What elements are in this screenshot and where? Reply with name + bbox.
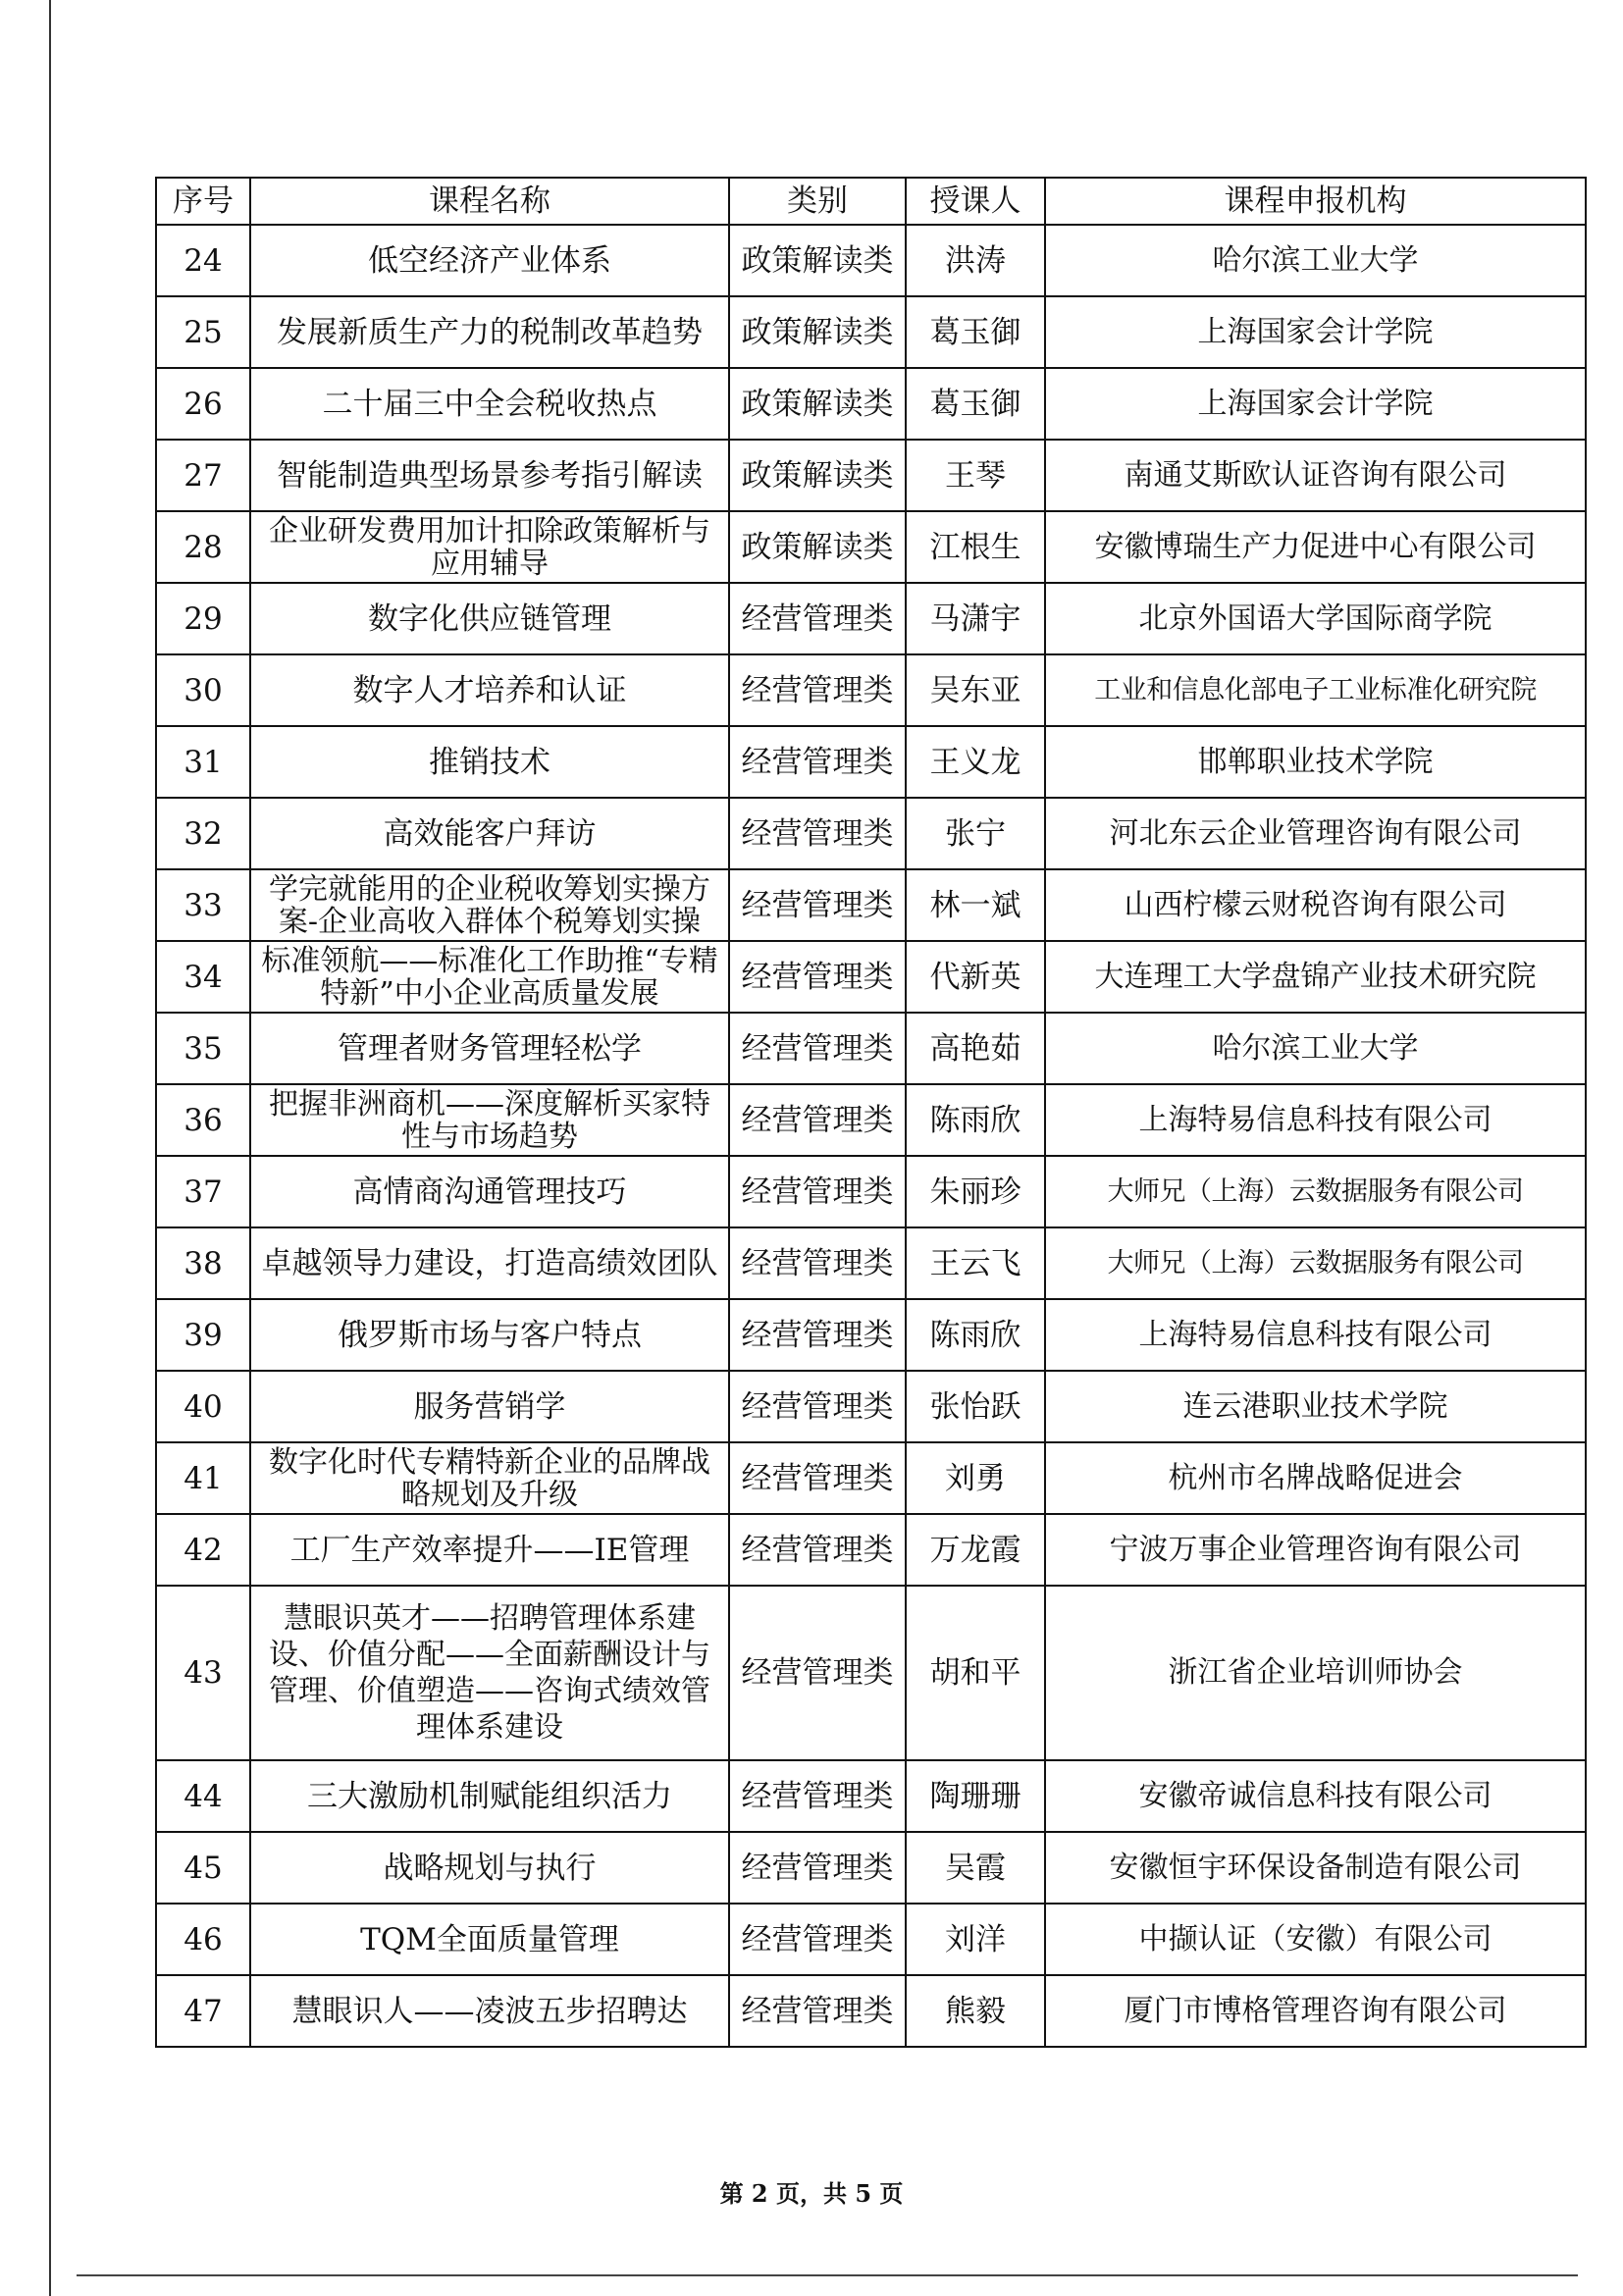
header-no: 序号 — [156, 178, 250, 225]
cell-course-name: 低空经济产业体系 — [250, 225, 729, 296]
cell-teacher: 陶珊珊 — [906, 1760, 1045, 1832]
cell-no: 29 — [156, 583, 250, 654]
cell-organization: 上海国家会计学院 — [1045, 296, 1586, 368]
cell-no: 40 — [156, 1371, 250, 1442]
cell-organization: 邯郸职业技术学院 — [1045, 726, 1586, 798]
cell-category: 经营管理类 — [729, 941, 906, 1013]
cell-organization: 中撷认证（安徽）有限公司 — [1045, 1904, 1586, 1975]
table-row — [156, 1156, 1586, 1227]
cell-course-name: 卓越领导力建设，打造高绩效团队 — [250, 1227, 729, 1299]
table-row — [156, 1299, 1586, 1371]
cell-organization: 上海国家会计学院 — [1045, 368, 1586, 440]
cell-organization: 连云港职业技术学院 — [1045, 1371, 1586, 1442]
cell-course-name: 战略规划与执行 — [250, 1832, 729, 1904]
cell-category: 经营管理类 — [729, 1975, 906, 2047]
course-table — [155, 177, 1587, 2048]
cell-teacher: 林一斌 — [906, 869, 1045, 941]
table-row — [156, 1586, 1586, 1760]
cell-course-name: 数字人才培养和认证 — [250, 654, 729, 726]
cell-category: 政策解读类 — [729, 511, 906, 583]
cell-no: 32 — [156, 798, 250, 869]
table-row — [156, 1975, 1586, 2047]
cell-course-name: 高效能客户拜访 — [250, 798, 729, 869]
table-row — [156, 1904, 1586, 1975]
cell-organization: 厦门市博格管理咨询有限公司 — [1045, 1975, 1586, 2047]
cell-teacher: 吴霞 — [906, 1832, 1045, 1904]
cell-teacher: 葛玉御 — [906, 368, 1045, 440]
cell-category: 经营管理类 — [729, 1586, 906, 1760]
cell-category: 经营管理类 — [729, 1084, 906, 1156]
table-row — [156, 368, 1586, 440]
cell-no: 36 — [156, 1084, 250, 1156]
cell-no: 35 — [156, 1013, 250, 1084]
cell-teacher: 张怡跃 — [906, 1371, 1045, 1442]
cell-no: 27 — [156, 440, 250, 511]
cell-organization: 上海特易信息科技有限公司 — [1045, 1299, 1586, 1371]
cell-organization: 山西柠檬云财税咨询有限公司 — [1045, 869, 1586, 941]
cell-category: 政策解读类 — [729, 368, 906, 440]
cell-course-name: 工厂生产效率提升——IE管理 — [250, 1514, 729, 1586]
header-teacher: 授课人 — [906, 178, 1045, 225]
cell-course-name: 智能制造典型场景参考指引解读 — [250, 440, 729, 511]
cell-teacher: 熊毅 — [906, 1975, 1045, 2047]
cell-course-name: 推销技术 — [250, 726, 729, 798]
table-row — [156, 1832, 1586, 1904]
cell-teacher: 刘勇 — [906, 1442, 1045, 1514]
cell-no: 46 — [156, 1904, 250, 1975]
cell-course-name: 数字化供应链管理 — [250, 583, 729, 654]
cell-course-name: 二十届三中全会税收热点 — [250, 368, 729, 440]
cell-teacher: 马潇宇 — [906, 583, 1045, 654]
cell-teacher: 朱丽珍 — [906, 1156, 1045, 1227]
cell-teacher: 江根生 — [906, 511, 1045, 583]
cell-category: 经营管理类 — [729, 726, 906, 798]
table-row — [156, 511, 1586, 583]
cell-category: 经营管理类 — [729, 1760, 906, 1832]
cell-no: 43 — [156, 1586, 250, 1760]
bottom-rule-line — [77, 2274, 1578, 2276]
page-left-edge-line — [49, 0, 51, 2296]
cell-teacher: 代新英 — [906, 941, 1045, 1013]
cell-course-name: 数字化时代专精特新企业的品牌战略规划及升级 — [250, 1442, 729, 1514]
cell-category: 经营管理类 — [729, 654, 906, 726]
course-table-container — [155, 177, 1585, 2048]
cell-teacher: 胡和平 — [906, 1586, 1045, 1760]
cell-category: 政策解读类 — [729, 296, 906, 368]
cell-category: 经营管理类 — [729, 1514, 906, 1586]
cell-no: 30 — [156, 654, 250, 726]
cell-organization: 大师兄（上海）云数据服务有限公司 — [1045, 1156, 1586, 1227]
cell-course-name: 慧眼识人——凌波五步招聘达 — [250, 1975, 729, 2047]
cell-teacher: 葛玉御 — [906, 296, 1045, 368]
table-row — [156, 1013, 1586, 1084]
cell-course-name: TQM全面质量管理 — [250, 1904, 729, 1975]
cell-teacher: 王云飞 — [906, 1227, 1045, 1299]
cell-category: 经营管理类 — [729, 1371, 906, 1442]
cell-no: 28 — [156, 511, 250, 583]
cell-organization: 工业和信息化部电子工业标准化研究院 — [1045, 654, 1586, 726]
cell-organization: 杭州市名牌战略促进会 — [1045, 1442, 1586, 1514]
cell-no: 24 — [156, 225, 250, 296]
page-number-footer: 第 2 页，共 5 页 — [719, 2179, 904, 2208]
cell-category: 经营管理类 — [729, 1299, 906, 1371]
cell-teacher: 王琴 — [906, 440, 1045, 511]
cell-category: 经营管理类 — [729, 1442, 906, 1514]
cell-category: 经营管理类 — [729, 1013, 906, 1084]
cell-no: 25 — [156, 296, 250, 368]
table-row — [156, 941, 1586, 1013]
cell-teacher: 陈雨欣 — [906, 1084, 1045, 1156]
cell-no: 26 — [156, 368, 250, 440]
cell-organization: 北京外国语大学国际商学院 — [1045, 583, 1586, 654]
cell-teacher: 吴东亚 — [906, 654, 1045, 726]
cell-no: 41 — [156, 1442, 250, 1514]
table-row — [156, 1227, 1586, 1299]
cell-organization: 南通艾斯欧认证咨询有限公司 — [1045, 440, 1586, 511]
cell-organization: 安徽帝诚信息科技有限公司 — [1045, 1760, 1586, 1832]
cell-no: 38 — [156, 1227, 250, 1299]
table-row — [156, 869, 1586, 941]
cell-course-name: 发展新质生产力的税制改革趋势 — [250, 296, 729, 368]
table-row — [156, 225, 1586, 296]
cell-course-name: 俄罗斯市场与客户特点 — [250, 1299, 729, 1371]
cell-teacher: 张宁 — [906, 798, 1045, 869]
cell-course-name: 学完就能用的企业税收筹划实操方案-企业高收入群体个税筹划实操 — [250, 869, 729, 941]
cell-teacher: 刘洋 — [906, 1904, 1045, 1975]
cell-no: 37 — [156, 1156, 250, 1227]
cell-course-name: 高情商沟通管理技巧 — [250, 1156, 729, 1227]
cell-no: 45 — [156, 1832, 250, 1904]
table-row — [156, 1084, 1586, 1156]
cell-no: 31 — [156, 726, 250, 798]
cell-category: 经营管理类 — [729, 798, 906, 869]
cell-course-name: 标准领航——标准化工作助推“专精特新”中小企业高质量发展 — [250, 941, 729, 1013]
table-row — [156, 440, 1586, 511]
cell-organization: 安徽恒宇环保设备制造有限公司 — [1045, 1832, 1586, 1904]
cell-organization: 宁波万事企业管理咨询有限公司 — [1045, 1514, 1586, 1586]
cell-no: 44 — [156, 1760, 250, 1832]
cell-course-name: 管理者财务管理轻松学 — [250, 1013, 729, 1084]
table-row — [156, 726, 1586, 798]
cell-category: 经营管理类 — [729, 1904, 906, 1975]
cell-category: 经营管理类 — [729, 583, 906, 654]
table-row — [156, 296, 1586, 368]
cell-no: 42 — [156, 1514, 250, 1586]
cell-category: 经营管理类 — [729, 1227, 906, 1299]
cell-organization: 哈尔滨工业大学 — [1045, 1013, 1586, 1084]
cell-organization: 安徽博瑞生产力促进中心有限公司 — [1045, 511, 1586, 583]
cell-organization: 大师兄（上海）云数据服务有限公司 — [1045, 1227, 1586, 1299]
cell-course-name: 把握非洲商机——深度解析买家特性与市场趋势 — [250, 1084, 729, 1156]
cell-no: 33 — [156, 869, 250, 941]
table-header-row — [156, 178, 1586, 225]
cell-organization: 浙江省企业培训师协会 — [1045, 1586, 1586, 1760]
table-row — [156, 654, 1586, 726]
cell-category: 经营管理类 — [729, 1832, 906, 1904]
cell-teacher: 万龙霞 — [906, 1514, 1045, 1586]
cell-organization: 哈尔滨工业大学 — [1045, 225, 1586, 296]
cell-category: 经营管理类 — [729, 1156, 906, 1227]
table-row — [156, 1514, 1586, 1586]
cell-category: 政策解读类 — [729, 225, 906, 296]
table-row — [156, 798, 1586, 869]
cell-course-name: 服务营销学 — [250, 1371, 729, 1442]
cell-no: 34 — [156, 941, 250, 1013]
cell-teacher: 王义龙 — [906, 726, 1045, 798]
cell-course-name: 慧眼识英才——招聘管理体系建设、价值分配——全面薪酬设计与管理、价值塑造——咨询式绩效管理体系建设 — [250, 1586, 729, 1760]
cell-category: 经营管理类 — [729, 869, 906, 941]
cell-teacher: 高艳茹 — [906, 1013, 1045, 1084]
table-row — [156, 583, 1586, 654]
header-category: 类别 — [729, 178, 906, 225]
cell-category: 政策解读类 — [729, 440, 906, 511]
table-row — [156, 1760, 1586, 1832]
cell-course-name: 三大激励机制赋能组织活力 — [250, 1760, 729, 1832]
cell-organization: 上海特易信息科技有限公司 — [1045, 1084, 1586, 1156]
cell-course-name: 企业研发费用加计扣除政策解析与应用辅导 — [250, 511, 729, 583]
cell-no: 47 — [156, 1975, 250, 2047]
cell-no: 39 — [156, 1299, 250, 1371]
header-organization: 课程申报机构 — [1045, 178, 1586, 225]
cell-teacher: 洪涛 — [906, 225, 1045, 296]
cell-organization: 河北东云企业管理咨询有限公司 — [1045, 798, 1586, 869]
cell-organization: 大连理工大学盘锦产业技术研究院 — [1045, 941, 1586, 1013]
table-row — [156, 1442, 1586, 1514]
table-row — [156, 1371, 1586, 1442]
cell-teacher: 陈雨欣 — [906, 1299, 1045, 1371]
header-course-name: 课程名称 — [250, 178, 729, 225]
